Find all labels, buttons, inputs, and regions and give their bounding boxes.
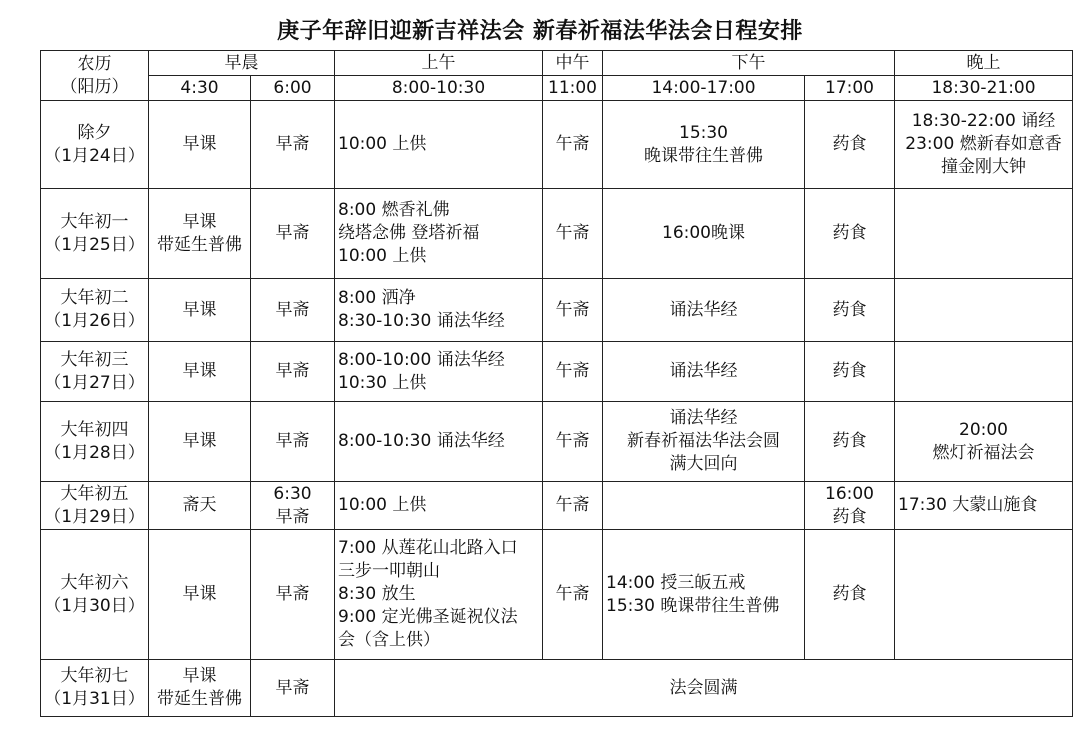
cell-1700: 药食 bbox=[805, 189, 895, 279]
day-cell: 大年初三 （1月27日） bbox=[41, 342, 149, 402]
table-row bbox=[41, 342, 1073, 402]
time-1100: 11:00 bbox=[543, 76, 603, 101]
header-lunar: 农历 bbox=[77, 53, 112, 74]
header-evening: 晚上 bbox=[895, 51, 1073, 76]
table-row bbox=[41, 482, 1073, 530]
cell-430: 早课 带延生普佛 bbox=[149, 189, 251, 279]
cell-forenoon: 10:00 上供 bbox=[335, 482, 543, 530]
cell-afternoon bbox=[603, 482, 805, 530]
cell-evening: 17:30 大蒙山施食 bbox=[895, 482, 1073, 530]
cell-1700: 16:00 药食 bbox=[805, 482, 895, 530]
cell-600: 6:30 早斋 bbox=[251, 482, 335, 530]
header-morning: 早晨 bbox=[149, 51, 335, 76]
table-row bbox=[41, 101, 1073, 189]
cell-forenoon: 8:00 燃香礼佛 绕塔念佛 登塔祈福 10:00 上供 bbox=[335, 189, 543, 279]
cell-evening bbox=[895, 189, 1073, 279]
cell-afternoon: 15:30 晚课带往生普佛 bbox=[603, 101, 805, 189]
time-430: 4:30 bbox=[149, 76, 251, 101]
day-cell: 大年初六 （1月30日） bbox=[41, 530, 149, 660]
schedule-table bbox=[40, 50, 1073, 717]
cell-430: 早课 bbox=[149, 101, 251, 189]
header-afternoon: 下午 bbox=[603, 51, 895, 76]
day-cell: 大年初五 （1月29日） bbox=[41, 482, 149, 530]
header-noon: 中午 bbox=[543, 51, 603, 76]
cell-430: 早课 带延生普佛 bbox=[149, 660, 251, 717]
cell-1700: 药食 bbox=[805, 530, 895, 660]
cell-afternoon: 诵法华经 新春祈福法华法会圆 满大回向 bbox=[603, 402, 805, 482]
cell-430: 早课 bbox=[149, 342, 251, 402]
cell-430: 早课 bbox=[149, 530, 251, 660]
cell-evening bbox=[895, 342, 1073, 402]
cell-1700: 药食 bbox=[805, 342, 895, 402]
cell-afternoon: 16:00晚课 bbox=[603, 189, 805, 279]
cell-600: 早斋 bbox=[251, 342, 335, 402]
cell-forenoon: 10:00 上供 bbox=[335, 101, 543, 189]
cell-noon: 午斋 bbox=[543, 530, 603, 660]
cell-noon: 午斋 bbox=[543, 402, 603, 482]
cell-evening bbox=[895, 279, 1073, 342]
header-forenoon: 上午 bbox=[335, 51, 543, 76]
time-1400-1700: 14:00-17:00 bbox=[603, 76, 805, 101]
cell-600: 早斋 bbox=[251, 189, 335, 279]
cell-evening: 18:30-22:00 诵经 23:00 燃新春如意香 撞金刚大钟 bbox=[895, 101, 1073, 189]
cell-600: 早斋 bbox=[251, 279, 335, 342]
table-row bbox=[41, 402, 1073, 482]
cell-1700: 药食 bbox=[805, 402, 895, 482]
cell-noon: 午斋 bbox=[543, 279, 603, 342]
cell-afternoon: 14:00 授三皈五戒 15:30 晚课带往生普佛 bbox=[603, 530, 805, 660]
table-row bbox=[41, 660, 1073, 717]
time-800-1030: 8:00-10:30 bbox=[335, 76, 543, 101]
table-row bbox=[41, 279, 1073, 342]
cell-1700: 药食 bbox=[805, 279, 895, 342]
header-lunar-solar bbox=[41, 51, 149, 101]
cell-600: 早斋 bbox=[251, 530, 335, 660]
cell-600: 早斋 bbox=[251, 402, 335, 482]
cell-430: 斋天 bbox=[149, 482, 251, 530]
cell-noon: 午斋 bbox=[543, 342, 603, 402]
day-cell: 大年初一 （1月25日） bbox=[41, 189, 149, 279]
day-cell: 大年初四 （1月28日） bbox=[41, 402, 149, 482]
cell-evening: 20:00 燃灯祈福法会 bbox=[895, 402, 1073, 482]
cell-430: 早课 bbox=[149, 279, 251, 342]
cell-afternoon: 诵法华经 bbox=[603, 342, 805, 402]
cell-noon: 午斋 bbox=[543, 189, 603, 279]
cell-afternoon: 诵法华经 bbox=[603, 279, 805, 342]
cell-600: 早斋 bbox=[251, 101, 335, 189]
time-1830-2100: 18:30-21:00 bbox=[895, 76, 1073, 101]
cell-forenoon: 7:00 从莲花山北路入口 三步一叩朝山 8:30 放生 9:00 定光佛圣诞祝仪法 会（含上供） bbox=[335, 530, 543, 660]
time-1700: 17:00 bbox=[805, 76, 895, 101]
cell-forenoon: 8:00-10:00 诵法华经 10:30 上供 bbox=[335, 342, 543, 402]
day-cell: 大年初二 （1月26日） bbox=[41, 279, 149, 342]
cell-evening bbox=[895, 530, 1073, 660]
table-row bbox=[41, 189, 1073, 279]
page-title: 庚子年辞旧迎新吉祥法会 新春祈福法华法会日程安排 bbox=[277, 19, 803, 44]
time-600: 6:00 bbox=[251, 76, 335, 101]
cell-1700: 药食 bbox=[805, 101, 895, 189]
cell-430: 早课 bbox=[149, 402, 251, 482]
day-cell: 大年初七 （1月31日） bbox=[41, 660, 149, 717]
header-solar: （阳历） bbox=[60, 76, 129, 97]
cell-forenoon: 8:00-10:30 诵法华经 bbox=[335, 402, 543, 482]
cell-noon: 午斋 bbox=[543, 482, 603, 530]
cell-ceremony-complete: 法会圆满 bbox=[335, 660, 1073, 717]
day-cell: 除夕 （1月24日） bbox=[41, 101, 149, 189]
cell-noon: 午斋 bbox=[543, 101, 603, 189]
cell-600: 早斋 bbox=[251, 660, 335, 717]
table-row bbox=[41, 530, 1073, 660]
cell-forenoon: 8:00 洒净 8:30-10:30 诵法华经 bbox=[335, 279, 543, 342]
